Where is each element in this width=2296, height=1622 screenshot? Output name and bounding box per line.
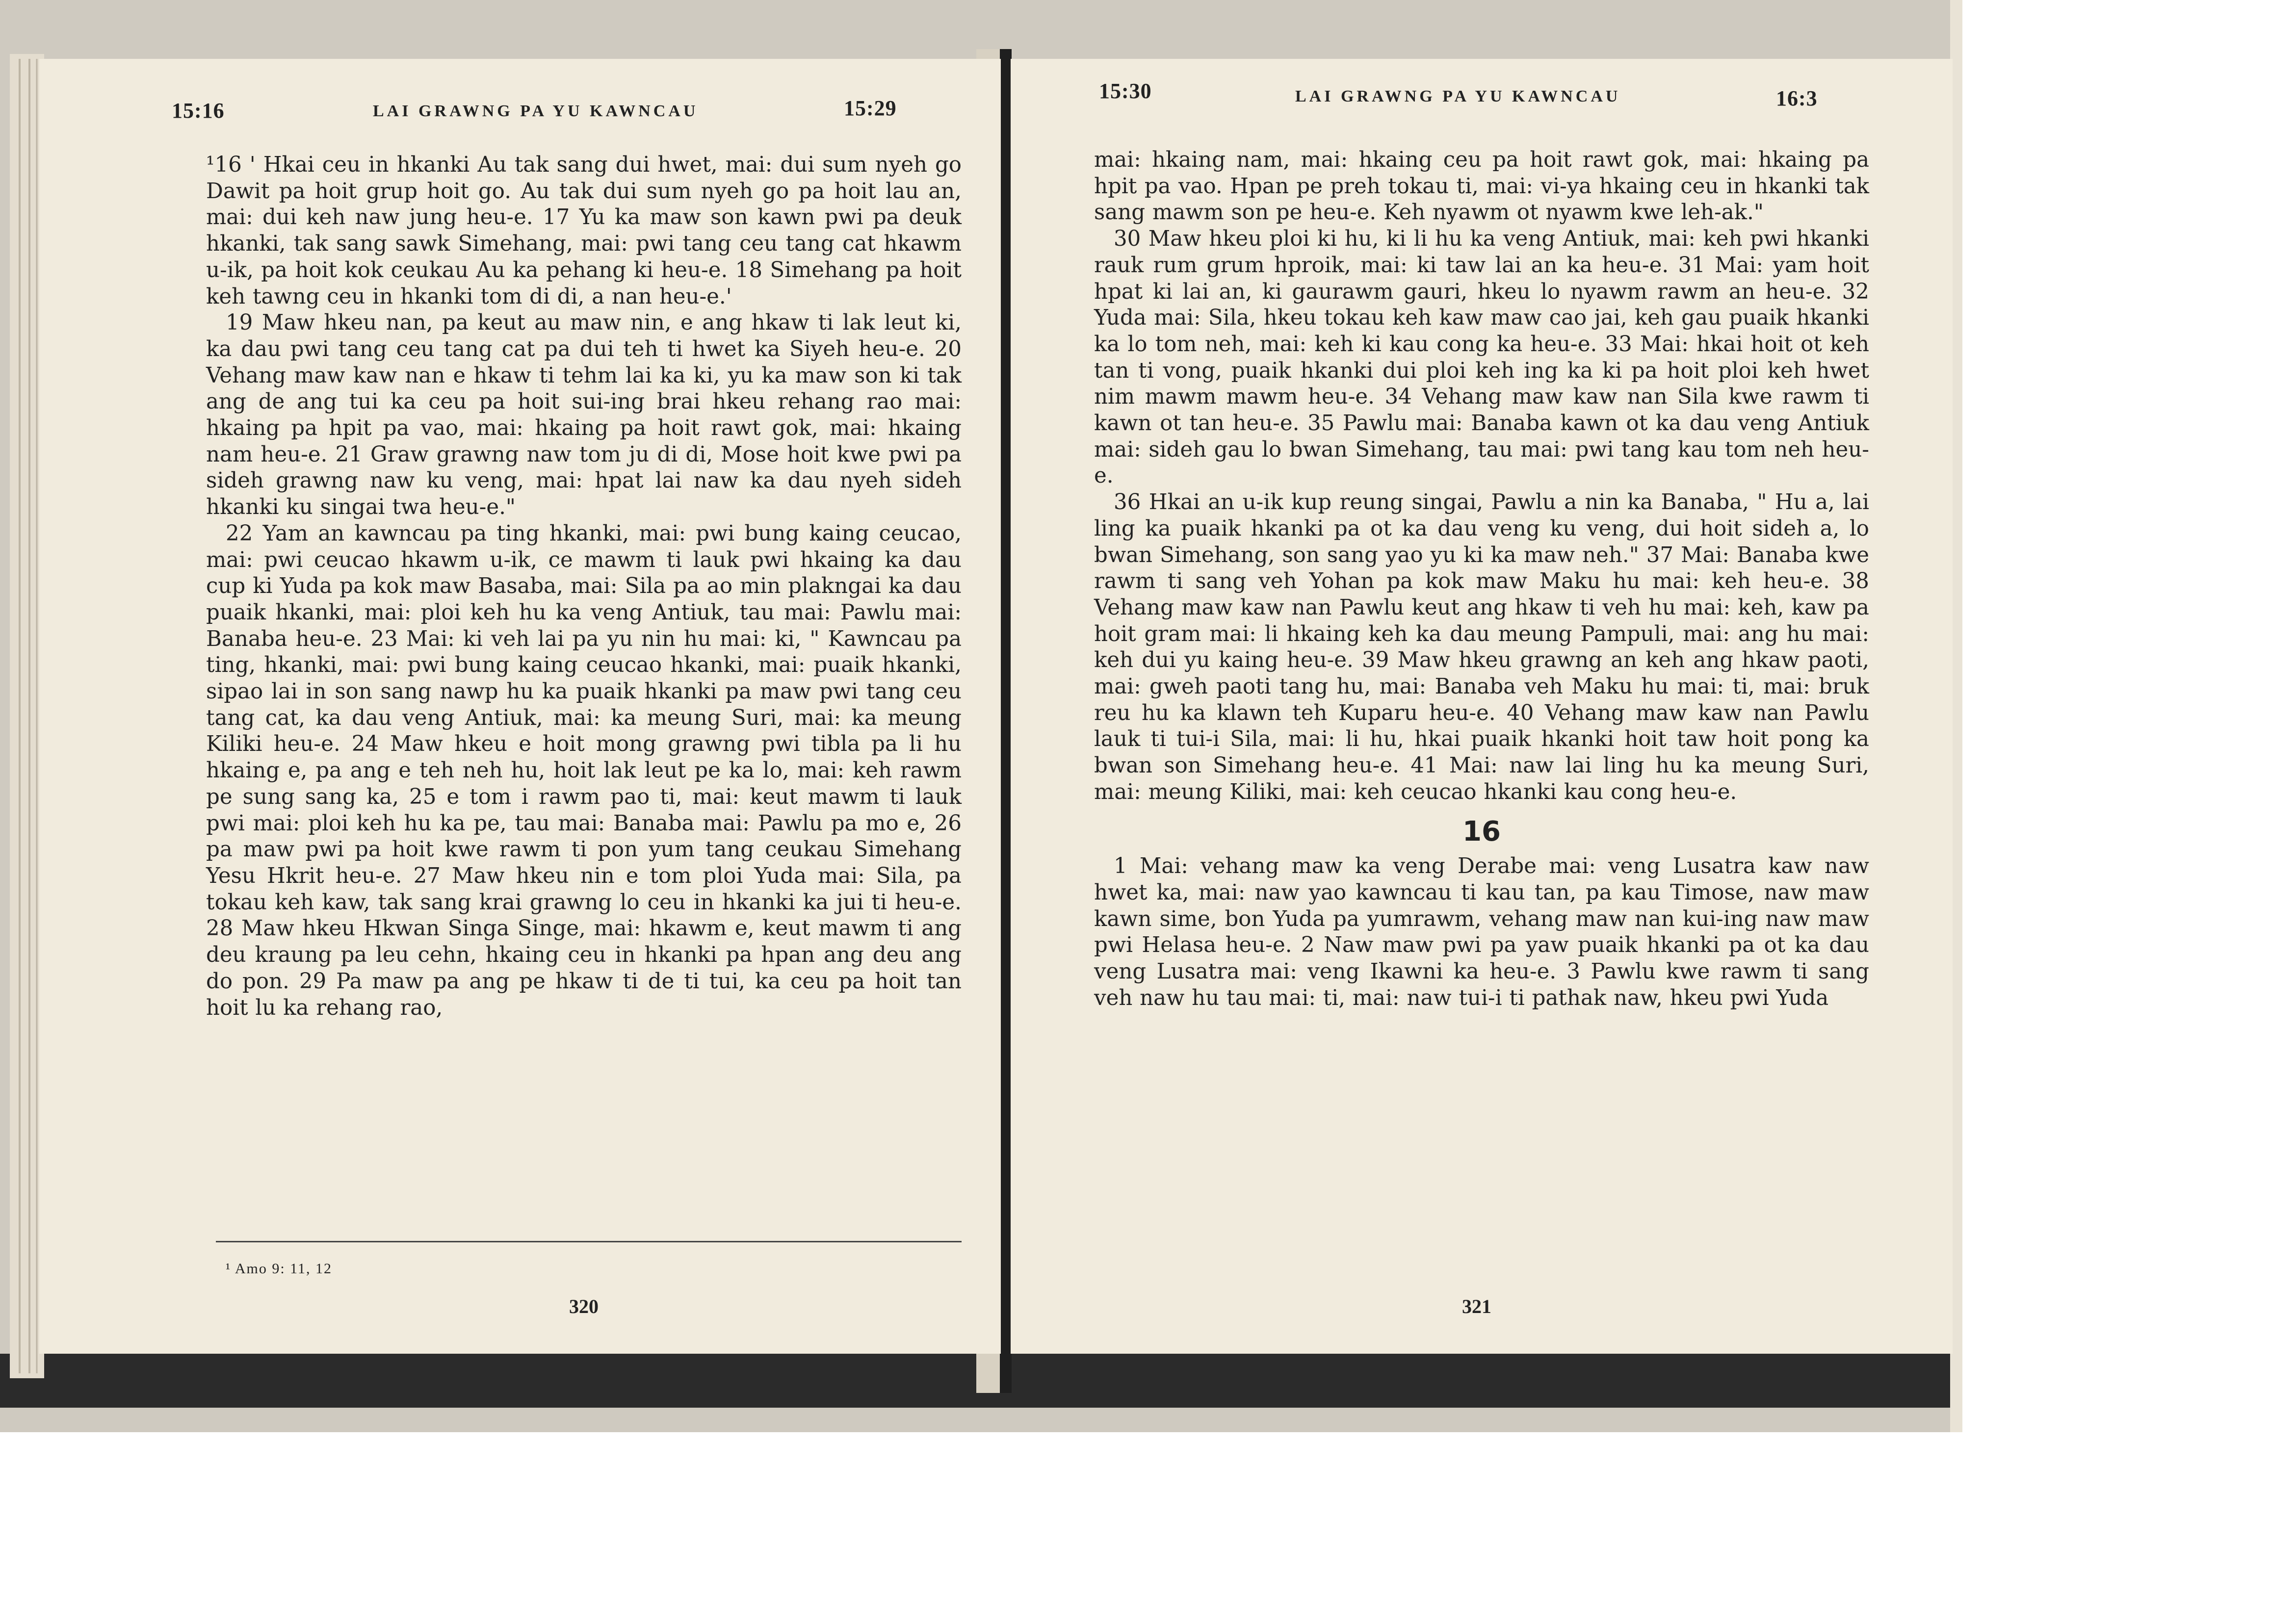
paragraph: 22 Yam an kawncau pa ting hkanki, mai: pwi bung kaing ceucao, mai: pwi ceucao hkawm u-ik, ce mawm ti lauk pwi hkaing ka dau cup ki Yuda pa kok maw Basaba, mai: Sila pa ao min plakngai ka dau puaik hkanki, mai: ploi keh hu ka veng Antiuk, tau mai: Pawlu mai: Banaba heu-e. 23 Mai: ki veh lai pa yu nin hu mai: ki, " Kawncau pa ting, hkanki, mai: pwi bung kaing ceucao hkanki, mai: puaik hkanki, sipao lai in son sang nawp hu ka puaik hkanki pa maw pwi tang ceu tang cat, ka dau veng Antiuk, mai: ka meung Suri, mai: ka meung Kiliki heu-e. 24 Maw hkeu e hoit mong grawng pwi tibla pa li hu hkaing e, pa ang e teh neh hu, hoit lak leut pe ka lo, mai: keh rawm pe sung sang ka, 25 e tom i rawm pao ti, mai: keut mawm ti lauk pwi mai: ploi keh hu ka pe, tau mai: Banaba mai: Pawlu pa mo e, 26 pa maw pwi pa hoit kwe rawm ti pon yum tang ceukau Simehang Yesu Hkrit heu-e. 27 Maw hkeu nin e tom ploi Yuda mai: Sila, pa tokau keh kaw, tak sang krai grawng lo ceu in hkanki ka jui ti heu-e. 28 Maw hkeu Hkwan Singa Singe, mai: hkawm e, keut mawm ti ang deu kraung pa leu cehn, hkaing ceu in hkanki pa hpan ang deu ang do pon. 29 Pa maw pa ang pe hkaw ti de ti tui, ka ceu pa hoit tan hoit lu ka rehang rao,: [206, 521, 962, 1020]
paragraph: 1 Mai: vehang maw ka veng Derabe mai: veng Lusatra kaw naw hwet ka, mai: naw yao kawncau ti kau tan, pa kau Timose, naw maw kawn sime, bon Yuda pa yumrawm, vehang maw nan kui-ing naw maw pwi Helasa heu-e. 2 Naw maw pwi pa yaw puaik hkanki pa ot ka dau veng Lusatra mai: veng Ikawni ka heu-e. 3 Pawlu kwe rawm ti sang veh naw hu tau mai: ti, mai: naw tui-i ti pathak naw, hkeu pwi Yuda: [1094, 854, 1869, 1010]
paragraph: mai: hkaing nam, mai: hkaing ceu pa hoit rawt gok, mai: hkaing pa hpit pa vao. Hpan pe preh tokau ti, mai: vi-ya hkaing ceu in hkanki tak sang mawm son pe heu-e. Keh nyawm ot nyawm kwe leh-ak.": [1094, 148, 1869, 225]
footnote-rule: [216, 1241, 962, 1242]
left-page: [39, 59, 1001, 1354]
left-header-ref-end: 15:29: [844, 96, 897, 120]
right-page: [1011, 59, 1953, 1354]
book-spine: [1000, 49, 1012, 1393]
chapter-number: 16: [1462, 815, 1501, 848]
right-header-ref-start: 15:30: [1099, 79, 1152, 103]
paragraph: 30 Maw hkeu ploi ki hu, ki li hu ka veng Antiuk, mai: keh pwi hkanki rauk rum grum hproik, mai: ki taw lai an ka heu-e. 31 Mai: yam hoit hpat ki lai an, ki gaurawm gauri, hkeu lo nyawm rawm an heu-e. 32 Yuda mai: Sila, hkeu tokau keh kaw maw cao jai, keh gau puaik hkanki ka lo tom neh, mai: keh ki kau cong ka heu-e. 33 Mai: hkai hoit ot keh tan ti vong, puaik hkanki dui ploi keh ing ka ki pa hoit ploi keh hwet nim mawm mawm heu-e. 34 Vehang maw kaw nan Sila kwe rawm ti kawn ot tan heu-e. 35 Pawlu mai: Banaba kawn ot ka dau veng Antiuk mai: sideh gau lo bwan Simehang, tau mai: pwi tang kau tom neh heu-e.: [1094, 227, 1869, 489]
paragraph: 36 Hkai an u-ik kup reung singai, Pawlu a nin ka Banaba, " Hu a, lai ling ka puaik hkanki pa ot ka dau veng ku veng, dui hoit sideh a, lo bwan Simehang, son sang yao yu ki ka maw neh." 37 Mai: Banaba kwe rawm ti sang veh Yohan pa kok maw Maku hu mai: keh heu-e. 38 Vehang maw kaw nan Pawlu keut ang hkaw ti veh hu mai: keh, kaw pa hoit gram mai: li hkaing keh ka dau meung Pampuli, mai: ang hu mai: keh dui yu kaing heu-e. 39 Maw hkeu grawng an keh ang hkaw paoti, mai: gweh paoti tang hu, mai: Banaba veh Maku hu mai: ti, mai: bruk reu hu ka klawn teh Kuparu heu-e. 40 Vehang maw kaw nan Pawlu lauk ti tui-i Sila, mai: li hu, hkai puaik hkanki hoit taw hoit pong ka bwan son Simehang heu-e. 41 Mai: naw lai ling hu ka meung Suri, mai: meung Kiliki, mai: keh ceucao hkanki kau cong heu-e.: [1094, 490, 1869, 804]
left-header-title: LAI GRAWNG PA YU KAWNCAU: [373, 102, 699, 120]
right-header-ref-end: 16:3: [1776, 86, 1818, 110]
paragraph: ¹16 ' Hkai ceu in hkanki Au tak sang dui hwet, mai: dui sum nyeh go Dawit pa hoit grup hoit go. Au tak dui sum nyeh go pa hoit lau an, mai: dui keh naw jung heu-e. 17 Yu ka maw son kawn pwi pa deuk hkanki, tak sang sawk Simehang, mai: pwi tang ceu tang cat hkawm u-ik, pa hoit kok ceukau Au ka pehang ki heu-e. 18 Simehang pa hoit keh tawng ceu in hkanki tom di di, a nan heu-e.': [206, 153, 962, 309]
footnote: ¹ Amo 9: 11, 12: [226, 1261, 333, 1277]
page-number: 321: [1462, 1295, 1491, 1317]
paragraph: 19 Maw hkeu nan, pa keut au maw nin, e ang hkaw ti lak leut ki, ka dau pwi tang ceu tang cat pa dui teh ti hwet ka Siyeh heu-e. 20 Vehang maw kaw nan e hkaw ti tehm lai ka ki, yu ka maw son ki tak ang de ang tui ka ceu pa hoit sui-ing brai hkeu rehang rao mai: hkaing pa hpit pa vao, mai: hkaing pa hoit rawt gok, mai: hkaing nam heu-e. 21 Graw grawng naw tom ju di di, Mose hoit kwe pwi pa sideh grawng naw ku veng, mai: hpat lai naw ka dau nyeh sideh hkanki ku singai twa heu-e.": [206, 310, 962, 520]
left-header-ref-start: 15:16: [172, 99, 225, 123]
right-body-text: [1094, 147, 1869, 1012]
page-number: 320: [569, 1295, 599, 1317]
left-body-text: [206, 152, 962, 1021]
right-header-title: LAI GRAWNG PA YU KAWNCAU: [1295, 87, 1621, 105]
